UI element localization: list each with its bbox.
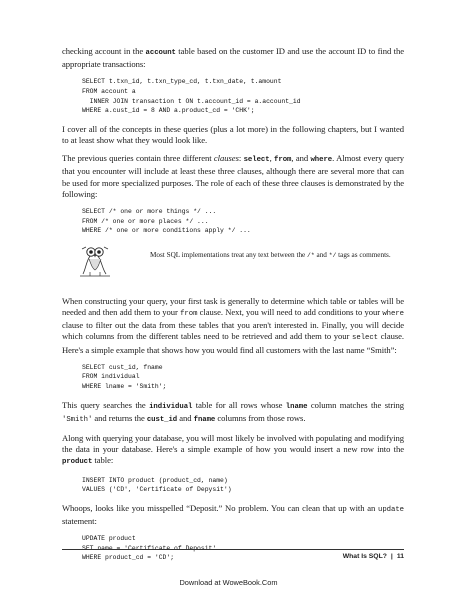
code-line: SELECT /* one or more things */ ... [82, 208, 217, 215]
text: columns from those rows. [215, 412, 306, 423]
code-line: SET name = 'Certificate of Deposit' [82, 544, 217, 552]
code-line: WHERE a.cust_id = 8 AND a.product_cd = 'CHK'; [82, 107, 255, 115]
note-box [62, 244, 404, 284]
page-number: 11 [396, 553, 404, 560]
paragraph-4 [62, 296, 404, 356]
text: table for all rows whose [192, 399, 286, 410]
download-watermark: Download at WoweBook.Com [179, 578, 278, 587]
text: clause. Here's a simple example that shows how you would find all customers with the last name “Smith”: [62, 331, 404, 355]
code-line: WHERE product_cd = 'CD'; [82, 554, 175, 562]
inline-code: select [243, 156, 270, 165]
text: : [238, 153, 244, 164]
text: , [269, 153, 275, 164]
inline-code: product [62, 458, 93, 467]
paragraph-6 [62, 433, 404, 469]
code-line: FROM /* one or more places */ ... [82, 217, 209, 225]
text: Along with querying your database, you will most likely be involved with populating and modifying the data in your database. Here's a simple example of how you would insert a new row into the [62, 432, 404, 455]
text: , and [291, 153, 311, 164]
inline-code: */ [328, 251, 337, 259]
code-block-2 [82, 207, 404, 236]
inline-code: account [145, 49, 176, 57]
inline-code: from [180, 309, 198, 318]
text: Whoops, looks like you misspelled “Deposit.” No problem. You can clean that up with an [62, 502, 379, 513]
text: This query searches the [62, 399, 150, 410]
inline-code: where [310, 156, 333, 165]
text: When constructing your query, your first task is generally to determine which table or tables will be needed and then add them to your [62, 295, 404, 317]
inline-code: fname [193, 415, 216, 424]
emphasis: clauses [213, 153, 239, 164]
code-block-3 [82, 363, 404, 392]
code-line: FROM account a [82, 88, 136, 95]
text: table: [92, 455, 114, 466]
code-line: INSERT INTO product (product_cd, name) [82, 476, 228, 484]
text: The previous queries contain three different [62, 153, 214, 164]
text: statement: [62, 515, 97, 526]
code-line: FROM individual [82, 373, 140, 381]
code-line: UPDATE product [82, 535, 136, 543]
inline-code: update [378, 505, 404, 514]
code-line: VALUES ('CD', 'Certificate of Depysit') [82, 486, 232, 494]
chapter-title: What Is SQL? [342, 553, 387, 560]
owl-note-icon [80, 244, 110, 278]
inline-code: from [274, 156, 292, 165]
footer-divider [62, 549, 404, 550]
paragraph-7 [62, 503, 404, 527]
note-text [150, 250, 400, 261]
text: clause to filter out the data from these tables that you aren't interested in. Finally, you will decide which columns from the different tables need to be retrieved and add them to your [62, 320, 404, 342]
inline-code: 'Smith' [62, 415, 93, 424]
code-line: WHERE /* one or more conditions apply */ ... [82, 227, 251, 235]
code-block-1 [82, 77, 404, 115]
inline-code: where [382, 309, 404, 318]
paragraph-1 [62, 46, 404, 70]
text: column matches the string [307, 399, 404, 410]
inline-code: individual [149, 402, 193, 411]
inline-code: /* [307, 251, 315, 259]
page-footer [62, 553, 404, 565]
code-line: SELECT t.txn_id, t.txn_type_cd, t.txn_date, t.amount [82, 78, 282, 86]
paragraph-3 [62, 153, 404, 200]
text: tags as comments. [336, 250, 391, 259]
code-line: INNER JOIN transaction t ON t.account_id = a.account_id [82, 97, 301, 105]
text: and [314, 250, 329, 259]
inline-code: select [352, 334, 379, 343]
text: Most SQL implementations treat any text between the [150, 250, 308, 259]
text: checking account in the [62, 46, 146, 56]
inline-code: cust_id [146, 415, 178, 424]
text: clause. Next, you will need to add conditions to your [197, 306, 383, 317]
code-block-4 [82, 476, 404, 495]
paragraph-2: I cover all of the concepts in these queries (plus a lot more) in the following chapters, but I wanted to at least show what they would look like. [62, 123, 404, 145]
text: and [177, 412, 194, 423]
text: . Almost every query that you encounter will include at least these three clauses, although there are several more that can be used for more specialized purposes. The role of each of these three clauses is demonstrated by the following: [62, 153, 405, 199]
paragraph-5 [62, 400, 404, 426]
text: table based on the customer ID and use the account ID to find the appropriate transactions: [62, 46, 404, 70]
page-content [62, 46, 404, 571]
inline-code: lname [285, 402, 308, 411]
code-line: WHERE lname = 'Smith'; [82, 382, 167, 390]
footer-separator: | [390, 553, 393, 560]
text: and returns the [92, 412, 147, 423]
code-line: SELECT cust_id, fname [82, 363, 163, 371]
